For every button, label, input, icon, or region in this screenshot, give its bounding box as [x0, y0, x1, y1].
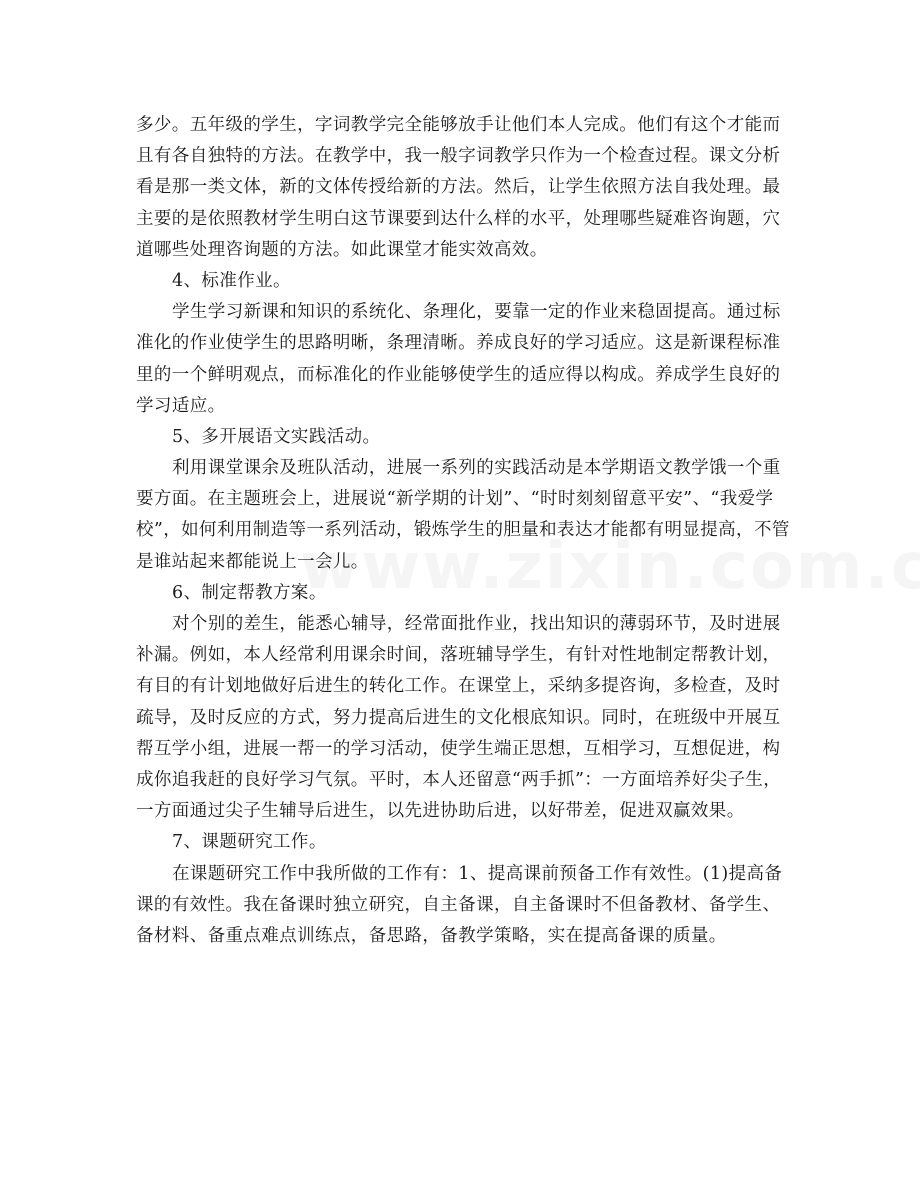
text-line: 7、课题研究工作。 [172, 832, 327, 853]
text-line: 主要的是依照教材学生明白这节课要到达什么样的水平，处理哪些疑难咨询题，穴 [136, 208, 781, 229]
text-line: 6、制定帮教方案。 [172, 582, 327, 603]
text-line: 利用课堂课余及班队活动，进展一系列的实践活动是本学期语文教学饿一个重 [172, 458, 781, 479]
text-line: 且有各自独特的方法。在教学中，我一般字词教学只作为一个检查过程。课文分析 [136, 146, 781, 167]
text-line: 对个别的差生，能悉心辅导，经常面批作业，找出知识的薄弱环节，及时进展 [172, 614, 781, 634]
text-line: 多少。五年级的学生，字词教学完全能够放手让他们本人完成。他们有这个才能而 [136, 115, 781, 135]
text-line: 帮互学小组，进展一帮一的学习活动，使学生端正思想，互相学习，互想促进，构 [136, 738, 781, 759]
document-body [136, 110, 790, 952]
text-line: 里的一个鲜明观点，而标准化的作业能够使学生的适应得以构成。养成学生良好的 [136, 364, 781, 385]
text-line: 补漏。例如，本人经常利用课余时间，落班辅导学生，有针对性地制定帮教计划， [136, 645, 781, 666]
text-line: 5、多开展语文实践活动。 [172, 426, 381, 447]
text-line: 课的有效性。我在备课时独立研究，自主备课，自主备课时不但备教材、备学生、 [136, 894, 781, 915]
text-line: 要方面。在主题班会上，进展说“新学期的计划”、“时时刻刻留意平安”、“我爱学 [136, 489, 774, 510]
text-line: 道哪些处理咨询题的方法。如此课堂才能实效高效。 [136, 239, 548, 260]
text-line: 一方面通过尖子生辅导后进生，以先进协助后进，以好带差，促进双赢效果。 [136, 801, 745, 822]
text-line: 学生学习新课和知识的系统化、条理化，要靠一定的作业来稳固提高。通过标 [172, 302, 781, 323]
text-line: 学习适应。 [136, 395, 226, 416]
text-line: 备材料、备重点难点训练点，备思路，备教学策略，实在提高备课的质量。 [136, 925, 727, 946]
text-line: 疏导，及时反应的方式，努力提高后进生的文化根底知识。同时，在班级中开展互 [136, 707, 781, 728]
text-line: 在课题研究工作中我所做的工作有：1、提高课前预备工作有效性。(1)提高备 [172, 863, 783, 884]
text-line: 看是那一类文体，新的文体传授给新的方法。然后，让学生依照方法自我处理。最 [136, 177, 781, 198]
text-line: 准化的作业使学生的思路明晰，条理清晰。养成良好的学习适应。这是新课程标准 [136, 333, 781, 354]
text-line: 校”，如何利用制造等一系列活动，锻炼学生的胆量和表达才能都有明显提高，不管 [136, 520, 790, 541]
text-line: 有目的有计划地做好后进生的转化工作。在课堂上，采纳多提咨询，多检查，及时 [136, 676, 781, 697]
text-line: 成你追我赶的良好学习气氛。平时，本人还留意“两手抓”：一方面培养好尖子生， [136, 769, 782, 790]
text-line: 是谁站起来都能说上一会儿。 [136, 551, 369, 572]
text-line: 4、标准作业。 [172, 270, 291, 291]
